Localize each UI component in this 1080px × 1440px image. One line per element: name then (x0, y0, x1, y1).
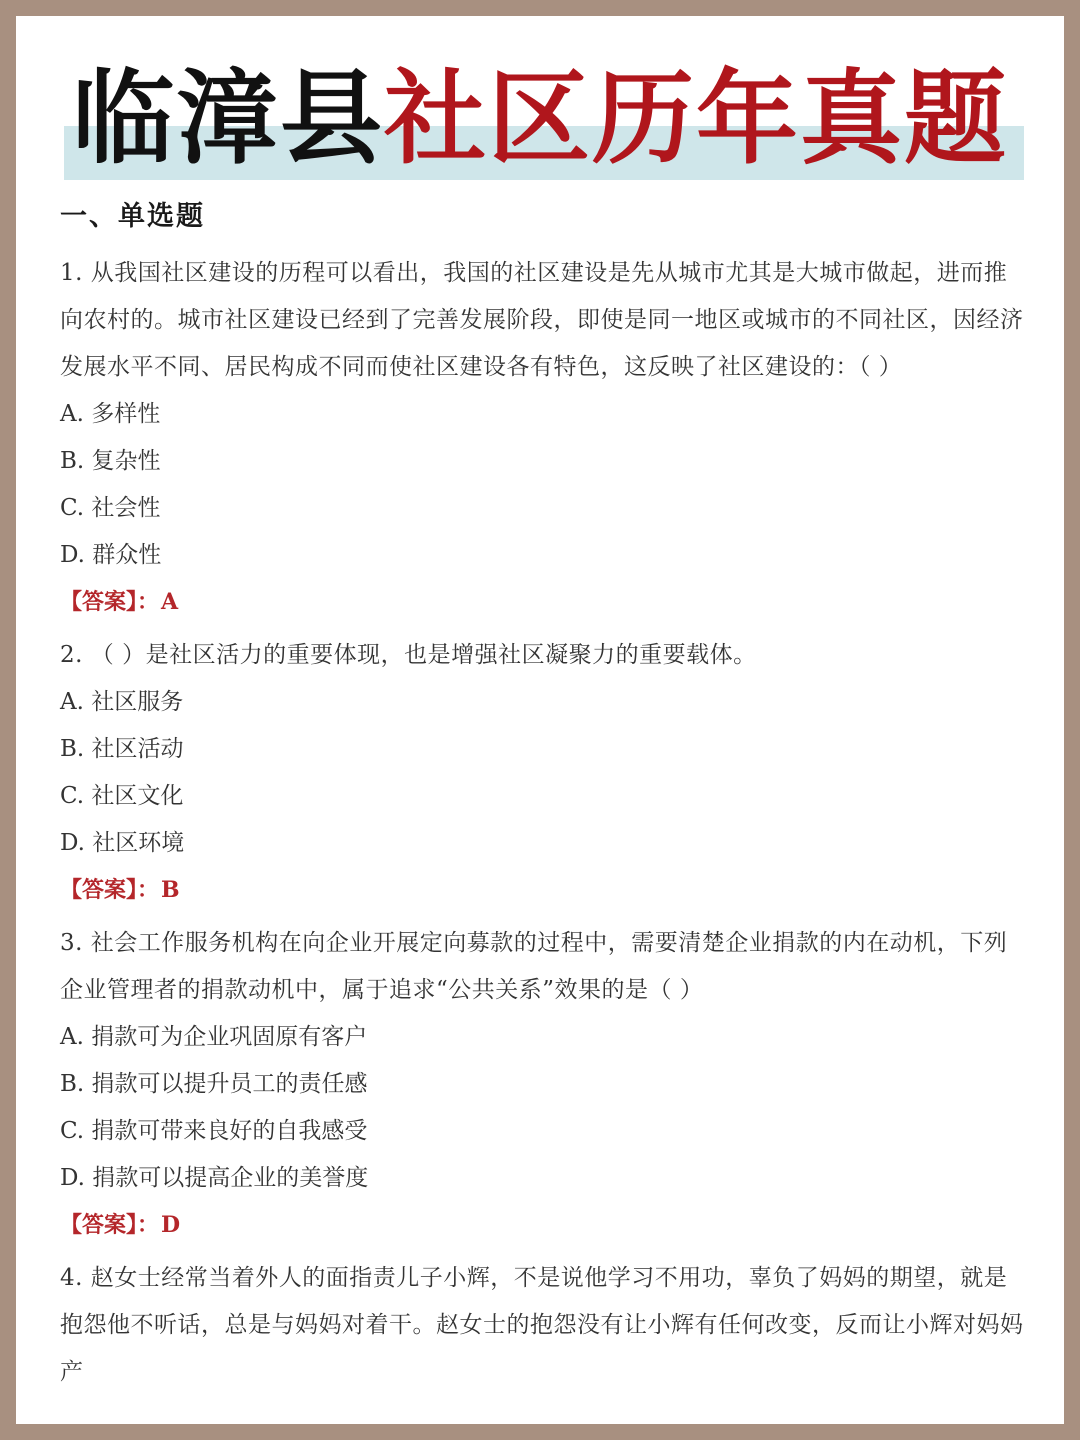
option-d: D. 社区环境 (60, 830, 185, 856)
option-c: C. 捐款可带来良好的自我感受 (60, 1118, 368, 1144)
question-stem: 1. 从我国社区建设的历程可以看出，我国的社区建设是先从城市尤其是大城市做起，进而推向农村的。城市社区建设已经到了完善发展阶段，即使是同一地区或城市的不同社区，因经济发展水平不同、居民构成不同而使社区建设各有特色，这反映了社区建设的：（ ） (60, 260, 1024, 380)
answer (60, 867, 1026, 914)
question-2 (60, 632, 1026, 914)
title-subject: 社区历年真题 (384, 60, 1008, 179)
title-county: 临漳县 (72, 60, 384, 179)
answer (60, 579, 1026, 626)
option-a: A. 社区服务 (60, 689, 184, 715)
answer (60, 1202, 1026, 1249)
question-stem: 2. （ ）是社区活力的重要体现，也是增强社区凝聚力的重要载体。 (60, 642, 757, 668)
answer-value: B (161, 877, 180, 903)
option-c: C. 社会性 (60, 495, 161, 521)
question-stem: 4. 赵女士经常当着外人的面指责儿子小辉，不是说他学习不用功，辜负了妈妈的期望，就是抱怨他不听话，总是与妈妈对着干。赵女士的抱怨没有让小辉有任何改变，反而让小辉对妈妈产 (60, 1265, 1024, 1385)
option-d: D. 捐款可以提高企业的美誉度 (60, 1165, 369, 1191)
option-b: B. 复杂性 (60, 448, 161, 474)
answer-label: 【答案】： (60, 1212, 160, 1238)
answer-value: D (161, 1212, 181, 1238)
answer-label: 【答案】： (60, 877, 160, 903)
option-b: B. 社区活动 (60, 736, 184, 762)
question-4 (60, 1255, 1026, 1396)
option-d: D. 群众性 (60, 542, 162, 568)
question-stem: 3. 社会工作服务机构在向企业开展定向募款的过程中，需要清楚企业捐款的内在动机，下列企业管理者的捐款动机中，属于追求“公共关系”效果的是（ ） (60, 930, 1008, 1003)
option-a: A. 捐款可为企业巩固原有客户 (60, 1024, 368, 1050)
question-list (60, 250, 1026, 1396)
option-a: A. 多样性 (60, 401, 161, 427)
question-1 (60, 250, 1026, 626)
question-3 (60, 920, 1026, 1249)
section-heading: 一、单选题 (60, 201, 205, 232)
document-page (16, 16, 1064, 1424)
option-c: C. 社区文化 (60, 783, 184, 809)
answer-label: 【答案】： (60, 589, 160, 615)
page-title (16, 60, 1064, 180)
option-b: B. 捐款可以提升员工的责任感 (60, 1071, 368, 1097)
answer-value: A (161, 589, 179, 615)
